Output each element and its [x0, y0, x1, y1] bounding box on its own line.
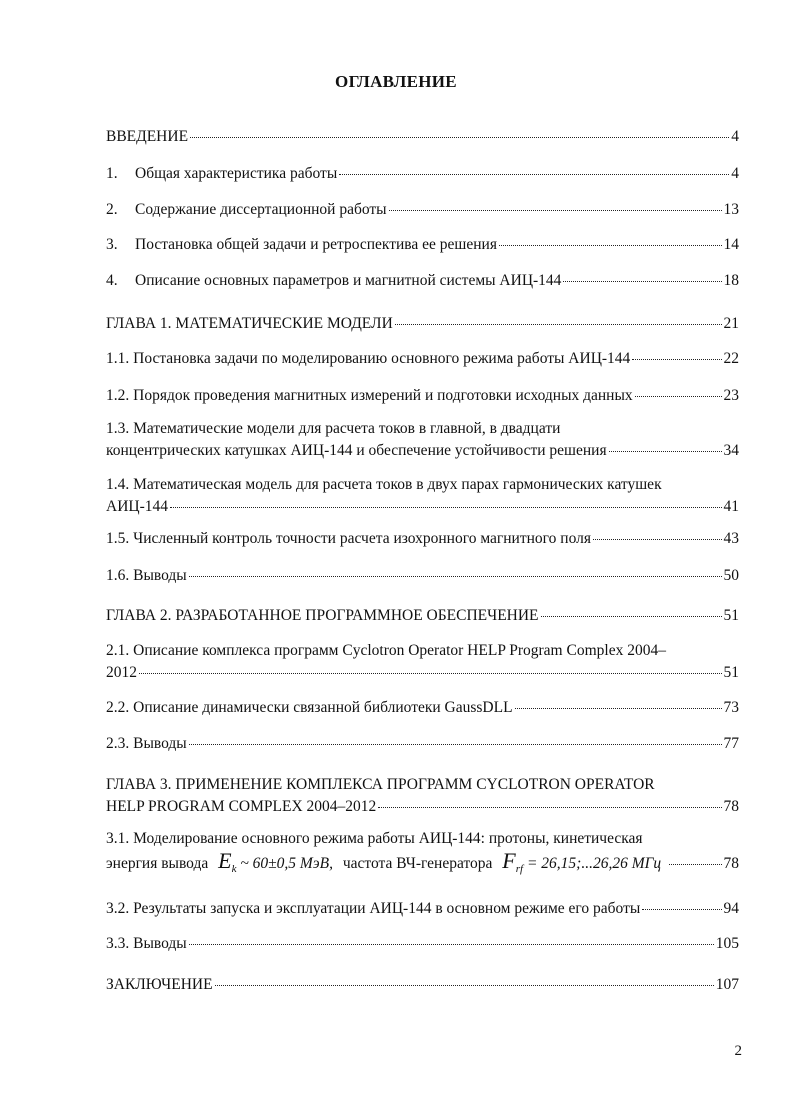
toc-number: 4.	[106, 272, 118, 289]
toc-leader	[593, 538, 722, 540]
toc-leader	[635, 395, 722, 397]
toc-leader	[395, 323, 722, 325]
toc-entry-1-4[interactable]	[106, 474, 739, 518]
toc-page: 43	[723, 530, 739, 547]
toc-page: 14	[723, 236, 739, 253]
frequency-symbol: F	[502, 848, 516, 873]
toc-leader	[515, 707, 722, 709]
toc-leader	[215, 984, 714, 986]
toc-entry-introduction[interactable]	[106, 126, 739, 148]
toc-entry-1-1[interactable]	[106, 348, 739, 370]
toc-page: 51	[723, 664, 739, 681]
toc-page: 94	[723, 900, 739, 917]
toc-entry-1-5[interactable]	[106, 528, 739, 550]
toc-page: 77	[723, 735, 739, 752]
toc-leader	[189, 943, 714, 945]
toc-entry-3-1[interactable]	[106, 828, 739, 880]
toc-leader	[669, 863, 721, 865]
toc-label: ГЛАВА 1. МАТЕМАТИЧЕСКИЕ МОДЕЛИ	[106, 315, 393, 332]
toc-label: ЗАКЛЮЧЕНИЕ	[106, 976, 213, 993]
toc-label: Описание основных параметров и магнитной системы АИЦ-144	[135, 272, 562, 289]
frequency-subscript: rf	[515, 863, 524, 876]
toc-page: 34	[723, 442, 739, 459]
toc-page: 50	[723, 567, 739, 584]
toc-entry-intro-4[interactable]	[106, 270, 739, 292]
toc-number: 1.	[106, 165, 118, 182]
toc-label: 1.1. Постановка задачи по моделированию основного режима работы АИЦ-144	[106, 350, 631, 367]
toc-page: 73	[723, 699, 739, 716]
frequency-formula	[502, 850, 661, 880]
toc-page: 22	[723, 350, 739, 367]
energy-value: ~ 60±0,5 МэВ,	[240, 855, 333, 872]
toc-label-line1: 2.1. Описание комплекса программ Cyclotron Operator HELP Program Complex 2004–	[106, 642, 666, 659]
toc-page: 21	[723, 315, 739, 332]
toc-leader	[632, 358, 721, 360]
toc-page: 78	[723, 798, 739, 815]
toc-label: ВВЕДЕНИЕ	[106, 128, 189, 145]
toc-leader	[190, 136, 729, 138]
toc-leader	[189, 743, 722, 745]
toc-page: 51	[723, 607, 739, 624]
energy-formula	[218, 850, 333, 880]
toc-page: 78	[723, 855, 739, 872]
toc-page: 23	[723, 387, 739, 404]
toc-label-line2-part-a: энергия вывода	[106, 855, 209, 872]
toc-label-line1: 1.3. Математические модели для расчета токов в главной, в двадцати	[106, 420, 561, 437]
toc-page: 41	[723, 498, 739, 515]
toc-label-line1: ГЛАВА 3. ПРИМЕНЕНИЕ КОМПЛЕКСА ПРОГРАММ CYCLOTRON OPERATOR	[106, 776, 655, 793]
toc-entry-2-3[interactable]	[106, 733, 739, 755]
toc-page: 18	[723, 272, 739, 289]
toc-label: Постановка общей задачи и ретроспектива ее решения	[135, 236, 497, 253]
energy-symbol: E	[218, 848, 232, 873]
page-number: 2	[734, 1043, 742, 1059]
toc-leader	[389, 209, 722, 211]
toc-entry-1-2[interactable]	[106, 385, 739, 407]
toc-label-line1: 3.1. Моделирование основного режима работы АИЦ-144: протоны, кинетическая	[106, 830, 643, 847]
toc-label-line2: HELP PROGRAM COMPLEX 2004–2012	[106, 798, 377, 815]
toc-label-line2: 2012	[106, 664, 137, 681]
toc-entry-2-1[interactable]	[106, 640, 739, 684]
toc-entry-conclusion[interactable]	[106, 974, 739, 996]
toc-label: Общая характеристика работы	[135, 165, 338, 182]
toc-entry-intro-1[interactable]	[106, 163, 739, 185]
toc-number: 3.	[106, 236, 118, 253]
toc-leader	[541, 615, 722, 617]
toc-page: 107	[715, 976, 739, 993]
toc-label: 2.2. Описание динамически связанной библиотеки GaussDLL	[106, 699, 513, 716]
toc-entry-3-2[interactable]	[106, 898, 739, 920]
toc-leader	[189, 575, 722, 577]
toc-entry-chapter-1[interactable]	[106, 313, 739, 335]
toc-page: 4	[731, 165, 739, 182]
toc-entry-chapter-3[interactable]	[106, 774, 739, 818]
toc-label-line2-part-b: частота ВЧ-генератора	[342, 855, 493, 872]
toc-label: Содержание диссертационной работы	[135, 201, 387, 218]
toc-label: 3.3. Выводы	[106, 935, 187, 952]
toc-leader	[339, 173, 729, 175]
toc-label-line2: концентрических катушках АИЦ-144 и обеспечение устойчивости решения	[106, 442, 607, 459]
toc-entry-1-3[interactable]	[106, 418, 739, 462]
energy-subscript: k	[231, 863, 237, 876]
toc-label: ГЛАВА 2. РАЗРАБОТАННОЕ ПРОГРАММНОЕ ОБЕСПЕЧЕНИЕ	[106, 607, 539, 624]
toc-label-line2: АИЦ-144	[106, 498, 168, 515]
toc-label: 1.2. Порядок проведения магнитных измерений и подготовки исходных данных	[106, 387, 633, 404]
page-title: ОГЛАВЛЕНИЕ	[335, 72, 457, 91]
toc-leader	[642, 908, 721, 910]
toc-label: 2.3. Выводы	[106, 735, 187, 752]
toc-label: 1.5. Численный контроль точности расчета изохронного магнитного поля	[106, 530, 591, 547]
toc-leader	[170, 506, 722, 508]
toc-page: 13	[723, 201, 739, 218]
toc-leader	[378, 806, 721, 808]
toc-entry-chapter-2[interactable]	[106, 605, 739, 627]
toc-leader	[563, 280, 721, 282]
toc-label: 1.6. Выводы	[106, 567, 187, 584]
toc-leader	[139, 672, 722, 674]
toc-entry-intro-2[interactable]	[106, 199, 739, 221]
toc-entry-1-6[interactable]	[106, 565, 739, 587]
toc-entry-intro-3[interactable]	[106, 234, 739, 256]
toc-leader	[609, 450, 722, 452]
frequency-value: = 26,15;...26,26 МГц	[526, 855, 662, 872]
toc-leader	[499, 244, 722, 246]
toc-page: 105	[715, 935, 739, 952]
toc-label-line1: 1.4. Математическая модель для расчета токов в двух парах гармонических катушек	[106, 476, 662, 493]
toc-entry-2-2[interactable]	[106, 697, 739, 719]
toc-entry-3-3[interactable]	[106, 933, 739, 955]
toc-label: 3.2. Результаты запуска и эксплуатации АИЦ-144 в основном режиме его работы	[106, 900, 641, 917]
toc-number: 2.	[106, 201, 118, 218]
toc-page: 4	[731, 128, 739, 145]
